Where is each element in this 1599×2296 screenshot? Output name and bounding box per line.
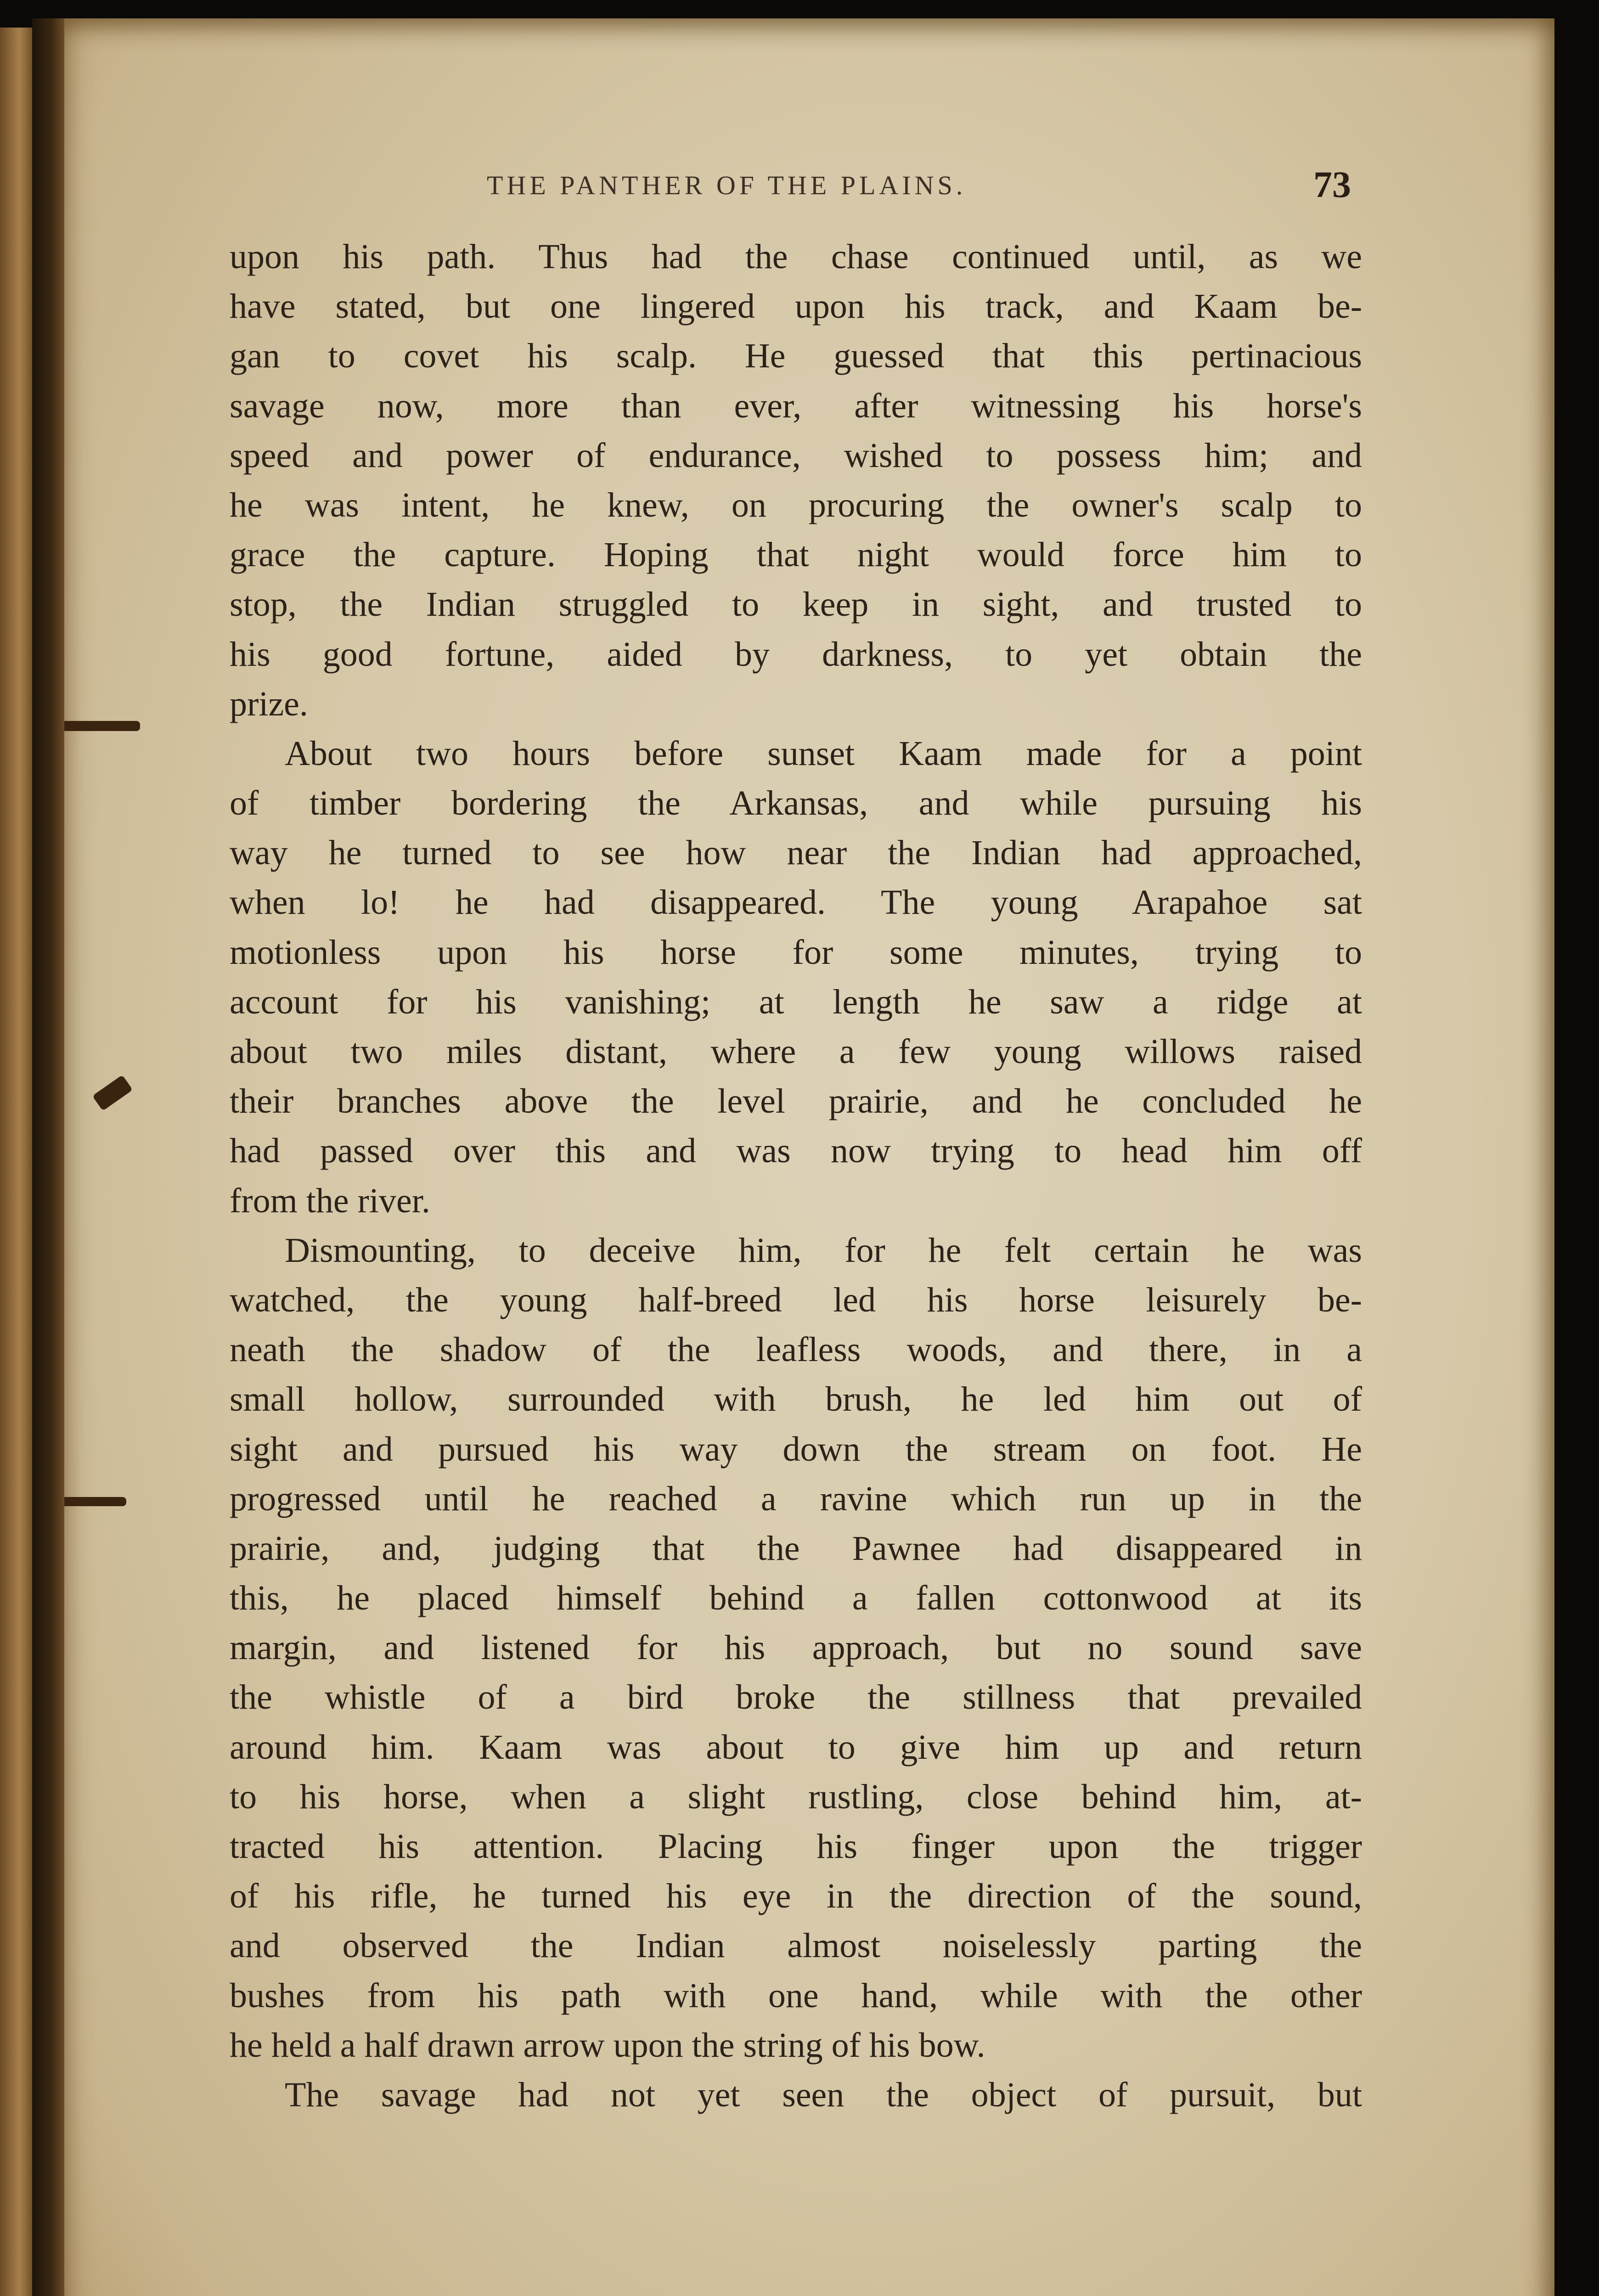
text-line: had passed over this and was now trying to head him off: [230, 1131, 1362, 1171]
text-line: neath the shadow of the leafless woods, and there, in a: [230, 1330, 1362, 1369]
text-line: watched, the young half-breed led his horse leisurely be-: [230, 1280, 1362, 1319]
text-line: tracted his attention. Placing his finger upon the trigger: [230, 1827, 1362, 1866]
text-line: the whistle of a bird broke the stillness that prevailed: [230, 1678, 1362, 1717]
paragraph: [230, 2070, 1362, 2120]
binding-stitch: [92, 1075, 133, 1111]
text-line: of his rifle, he turned his eye in the direction of the sound,: [230, 1877, 1362, 1916]
text-line: stop, the Indian struggled to keep in sight, and trusted to: [230, 585, 1362, 624]
text-line: upon his path. Thus had the chase continued until, as we: [230, 237, 1362, 276]
binding-shadow: [32, 18, 64, 2296]
text-line: grace the capture. Hoping that night would force him to: [230, 535, 1362, 574]
text-line: to his horse, when a slight rustling, close behind him, at-: [230, 1777, 1362, 1816]
text-line: savage now, more than ever, after witnessing his horse's: [230, 386, 1362, 425]
paragraph: [230, 729, 1362, 1226]
text-line: prize.: [230, 684, 308, 723]
text-line: their branches above the level prairie, and he concluded he: [230, 1082, 1362, 1121]
text-line: progressed until he reached a ravine which run up in the: [230, 1479, 1362, 1518]
text-line: he was intent, he knew, on procuring the owner's scalp to: [230, 485, 1362, 524]
text-line: this, he placed himself behind a fallen cottonwood at its: [230, 1579, 1362, 1618]
text-line: sight and pursued his way down the stream on foot. He: [230, 1429, 1362, 1469]
text-line: and observed the Indian almost noiselessly parting the: [230, 1926, 1362, 1965]
body-text: [230, 232, 1362, 2120]
text-line: about two miles distant, where a few young willows raised: [230, 1032, 1362, 1071]
text-line: The savage had not yet seen the object of pursuit, but: [285, 2075, 1362, 2114]
text-line: have stated, but one lingered upon his track, and Kaam be-: [230, 287, 1362, 326]
text-line: from the river.: [230, 1181, 430, 1220]
text-line: prairie, and, judging that the Pawnee had disappeared in: [230, 1529, 1362, 1568]
binding-stitch: [57, 721, 140, 731]
text-line: gan to covet his scalp. He guessed that this pertinacious: [230, 337, 1362, 376]
binding-stitch: [57, 1497, 126, 1506]
text-line: margin, and listened for his approach, but no sound save: [230, 1628, 1362, 1667]
text-line: motionless upon his horse for some minutes, trying to: [230, 933, 1362, 972]
text-line: account for his vanishing; at length he saw a ridge at: [230, 982, 1362, 1021]
text-line: when lo! he had disappeared. The young Arapahoe sat: [230, 883, 1362, 922]
text-line: bushes from his path with one hand, while with the other: [230, 1976, 1362, 2015]
running-head: THE PANTHER OF THE PLAINS.: [487, 170, 967, 200]
text-line: About two hours before sunset Kaam made for a point: [285, 734, 1362, 773]
page-number: 73: [1313, 163, 1351, 205]
text-line: of timber bordering the Arkansas, and while pursuing his: [230, 784, 1362, 823]
text-line: speed and power of endurance, wished to possess him; and: [230, 436, 1362, 475]
text-line: he held a half drawn arrow upon the string of his bow.: [230, 2026, 985, 2065]
text-line: Dismounting, to deceive him, for he felt certain he was: [285, 1231, 1362, 1270]
text-line: his good fortune, aided by darkness, to yet obtain the: [230, 635, 1362, 674]
paragraph: [230, 1226, 1362, 2070]
paragraph: [230, 232, 1362, 729]
text-line: way he turned to see how near the Indian had approached,: [230, 833, 1362, 872]
text-line: around him. Kaam was about to give him up and return: [230, 1728, 1362, 1767]
text-line: small hollow, surrounded with brush, he led him out of: [230, 1380, 1362, 1419]
